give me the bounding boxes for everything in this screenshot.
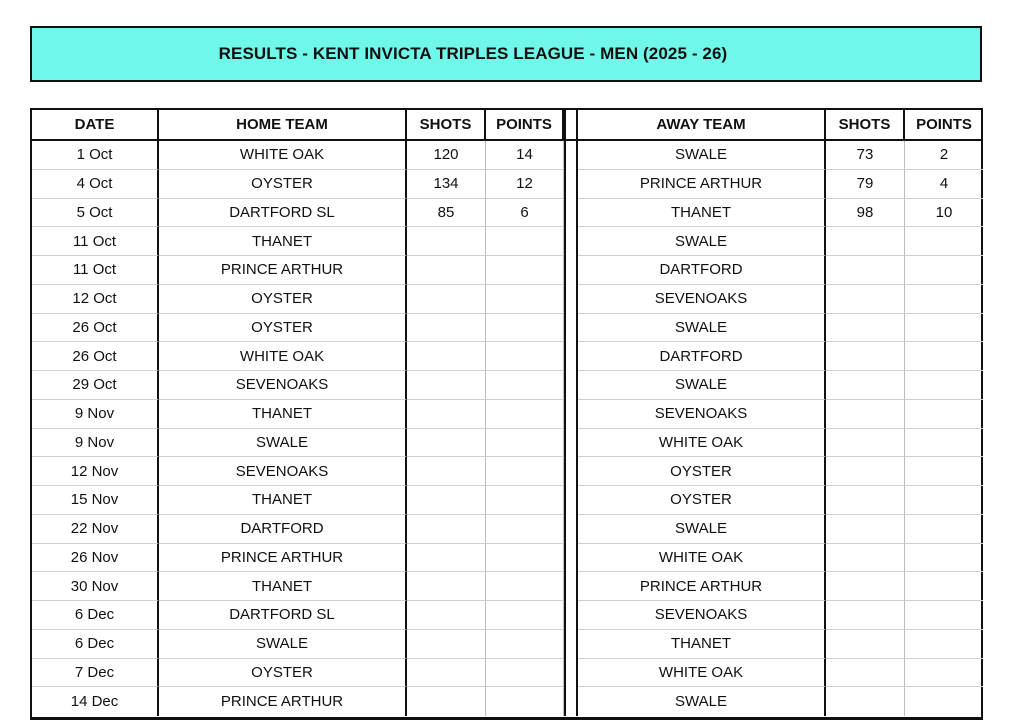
away-shots-cell <box>826 457 905 486</box>
date-cell: 7 Dec <box>32 659 159 688</box>
column-divider <box>564 342 578 371</box>
home-team-cell: SWALE <box>159 429 407 458</box>
away-team-cell: SEVENOAKS <box>578 601 826 630</box>
header-away-team: AWAY TEAM <box>578 110 826 141</box>
away-shots-cell <box>826 687 905 716</box>
away-shots-cell <box>826 227 905 256</box>
home-shots-cell <box>407 314 486 343</box>
column-divider <box>564 486 578 515</box>
away-team-cell: OYSTER <box>578 486 826 515</box>
away-shots-cell <box>826 515 905 544</box>
home-shots-cell: 120 <box>407 141 486 170</box>
away-team-cell: WHITE OAK <box>578 429 826 458</box>
date-cell: 12 Nov <box>32 457 159 486</box>
date-cell: 4 Oct <box>32 170 159 199</box>
home-team-cell: WHITE OAK <box>159 342 407 371</box>
home-points-cell <box>486 314 564 343</box>
home-points-cell: 6 <box>486 199 564 228</box>
date-cell: 5 Oct <box>32 199 159 228</box>
column-divider <box>564 371 578 400</box>
home-shots-cell <box>407 630 486 659</box>
home-shots-cell: 134 <box>407 170 486 199</box>
away-points-cell <box>905 342 983 371</box>
date-cell: 9 Nov <box>32 400 159 429</box>
away-team-cell: SWALE <box>578 687 826 716</box>
date-cell: 30 Nov <box>32 572 159 601</box>
away-points-cell <box>905 227 983 256</box>
away-team-cell: PRINCE ARTHUR <box>578 572 826 601</box>
home-team-cell: PRINCE ARTHUR <box>159 687 407 716</box>
column-divider <box>564 314 578 343</box>
column-divider <box>564 227 578 256</box>
column-divider <box>564 170 578 199</box>
home-team-cell: OYSTER <box>159 659 407 688</box>
away-team-cell: OYSTER <box>578 457 826 486</box>
date-cell: 6 Dec <box>32 630 159 659</box>
home-team-cell: THANET <box>159 400 407 429</box>
home-shots-cell <box>407 601 486 630</box>
home-team-cell: DARTFORD SL <box>159 601 407 630</box>
home-points-cell <box>486 687 564 716</box>
column-divider <box>564 285 578 314</box>
away-points-cell <box>905 400 983 429</box>
away-team-cell: SWALE <box>578 141 826 170</box>
home-team-cell: THANET <box>159 486 407 515</box>
home-shots-cell <box>407 515 486 544</box>
header-away-points: POINTS <box>905 110 983 141</box>
home-shots-cell <box>407 572 486 601</box>
away-shots-cell <box>826 400 905 429</box>
home-points-cell <box>486 342 564 371</box>
away-shots-cell <box>826 285 905 314</box>
column-divider <box>564 630 578 659</box>
away-points-cell <box>905 601 983 630</box>
away-shots-cell <box>826 342 905 371</box>
away-team-cell: DARTFORD <box>578 342 826 371</box>
away-points-cell: 10 <box>905 199 983 228</box>
home-points-cell <box>486 601 564 630</box>
home-team-cell: THANET <box>159 572 407 601</box>
home-points-cell <box>486 429 564 458</box>
away-team-cell: WHITE OAK <box>578 544 826 573</box>
home-points-cell <box>486 544 564 573</box>
column-divider <box>564 429 578 458</box>
home-team-cell: PRINCE ARTHUR <box>159 256 407 285</box>
away-points-cell <box>905 457 983 486</box>
away-points-cell <box>905 630 983 659</box>
away-team-cell: THANET <box>578 630 826 659</box>
date-cell: 6 Dec <box>32 601 159 630</box>
away-shots-cell <box>826 601 905 630</box>
home-points-cell <box>486 515 564 544</box>
column-divider <box>564 601 578 630</box>
column-divider <box>564 515 578 544</box>
date-cell: 11 Oct <box>32 227 159 256</box>
away-points-cell <box>905 486 983 515</box>
home-team-cell: SWALE <box>159 630 407 659</box>
away-team-cell: WHITE OAK <box>578 659 826 688</box>
away-points-cell <box>905 544 983 573</box>
home-team-cell: DARTFORD SL <box>159 199 407 228</box>
home-points-cell <box>486 659 564 688</box>
results-table <box>30 108 983 720</box>
away-shots-cell <box>826 256 905 285</box>
date-cell: 26 Nov <box>32 544 159 573</box>
away-shots-cell <box>826 659 905 688</box>
column-divider <box>564 141 578 170</box>
date-cell: 26 Oct <box>32 342 159 371</box>
column-divider <box>564 110 578 141</box>
away-team-cell: DARTFORD <box>578 256 826 285</box>
away-points-cell <box>905 687 983 716</box>
header-home-shots: SHOTS <box>407 110 486 141</box>
home-shots-cell <box>407 285 486 314</box>
home-shots-cell <box>407 457 486 486</box>
home-shots-cell <box>407 342 486 371</box>
home-team-cell: SEVENOAKS <box>159 371 407 400</box>
home-points-cell <box>486 630 564 659</box>
away-team-cell: SWALE <box>578 515 826 544</box>
page-title: RESULTS - KENT INVICTA TRIPLES LEAGUE - MEN (2025 - 26) <box>218 44 728 63</box>
column-divider <box>564 687 578 716</box>
column-divider <box>564 199 578 228</box>
page-title-banner <box>30 26 982 82</box>
away-points-cell <box>905 659 983 688</box>
home-team-cell: THANET <box>159 227 407 256</box>
date-cell: 29 Oct <box>32 371 159 400</box>
away-points-cell <box>905 515 983 544</box>
home-shots-cell <box>407 256 486 285</box>
home-points-cell: 12 <box>486 170 564 199</box>
away-points-cell <box>905 314 983 343</box>
column-divider <box>564 659 578 688</box>
home-team-cell: DARTFORD <box>159 515 407 544</box>
home-shots-cell <box>407 400 486 429</box>
home-points-cell: 14 <box>486 141 564 170</box>
home-shots-cell <box>407 227 486 256</box>
home-shots-cell <box>407 371 486 400</box>
home-team-cell: SEVENOAKS <box>159 457 407 486</box>
date-cell: 12 Oct <box>32 285 159 314</box>
away-shots-cell <box>826 314 905 343</box>
home-shots-cell <box>407 486 486 515</box>
away-shots-cell <box>826 429 905 458</box>
away-points-cell: 4 <box>905 170 983 199</box>
home-points-cell <box>486 256 564 285</box>
away-team-cell: SWALE <box>578 371 826 400</box>
column-divider <box>564 457 578 486</box>
away-points-cell <box>905 285 983 314</box>
column-divider <box>564 256 578 285</box>
header-away-shots: SHOTS <box>826 110 905 141</box>
column-divider <box>564 400 578 429</box>
home-team-cell: OYSTER <box>159 170 407 199</box>
away-shots-cell <box>826 572 905 601</box>
away-shots-cell: 73 <box>826 141 905 170</box>
date-cell: 15 Nov <box>32 486 159 515</box>
away-team-cell: SEVENOAKS <box>578 400 826 429</box>
away-team-cell: SWALE <box>578 227 826 256</box>
date-cell: 26 Oct <box>32 314 159 343</box>
column-divider <box>564 572 578 601</box>
date-cell: 9 Nov <box>32 429 159 458</box>
away-points-cell <box>905 572 983 601</box>
away-points-cell: 2 <box>905 141 983 170</box>
home-points-cell <box>486 285 564 314</box>
home-team-cell: PRINCE ARTHUR <box>159 544 407 573</box>
away-shots-cell: 79 <box>826 170 905 199</box>
home-team-cell: OYSTER <box>159 285 407 314</box>
results-grid <box>32 110 981 717</box>
column-divider <box>564 544 578 573</box>
away-team-cell: SEVENOAKS <box>578 285 826 314</box>
header-home-team: HOME TEAM <box>159 110 407 141</box>
home-points-cell <box>486 371 564 400</box>
away-team-cell: THANET <box>578 199 826 228</box>
away-points-cell <box>905 371 983 400</box>
home-team-cell: OYSTER <box>159 314 407 343</box>
home-points-cell <box>486 227 564 256</box>
away-shots-cell: 98 <box>826 199 905 228</box>
away-shots-cell <box>826 544 905 573</box>
date-cell: 11 Oct <box>32 256 159 285</box>
away-points-cell <box>905 256 983 285</box>
date-cell: 1 Oct <box>32 141 159 170</box>
away-team-cell: SWALE <box>578 314 826 343</box>
header-home-points: POINTS <box>486 110 564 141</box>
home-points-cell <box>486 400 564 429</box>
home-shots-cell <box>407 429 486 458</box>
home-team-cell: WHITE OAK <box>159 141 407 170</box>
home-shots-cell <box>407 659 486 688</box>
home-points-cell <box>486 486 564 515</box>
away-points-cell <box>905 429 983 458</box>
home-shots-cell <box>407 687 486 716</box>
date-cell: 22 Nov <box>32 515 159 544</box>
home-points-cell <box>486 572 564 601</box>
away-shots-cell <box>826 630 905 659</box>
date-cell: 14 Dec <box>32 687 159 716</box>
away-shots-cell <box>826 371 905 400</box>
header-date: DATE <box>32 110 159 141</box>
away-shots-cell <box>826 486 905 515</box>
home-shots-cell: 85 <box>407 199 486 228</box>
away-team-cell: PRINCE ARTHUR <box>578 170 826 199</box>
home-shots-cell <box>407 544 486 573</box>
home-points-cell <box>486 457 564 486</box>
